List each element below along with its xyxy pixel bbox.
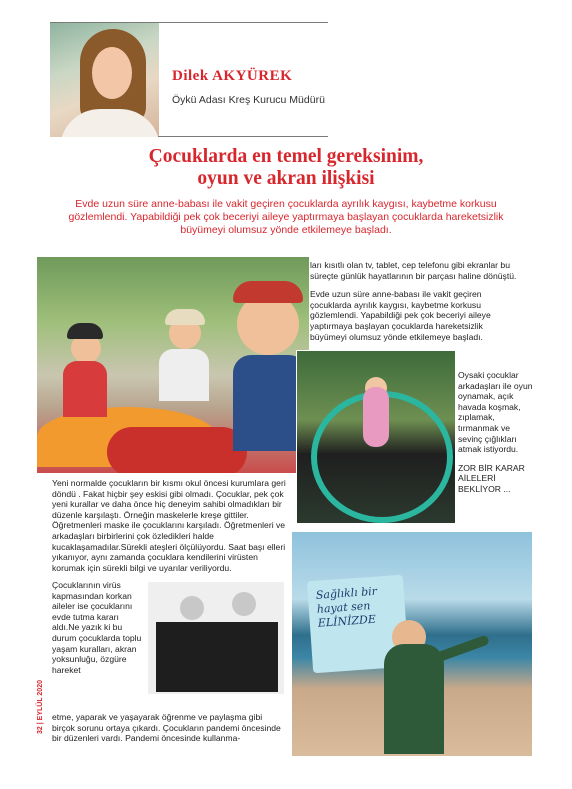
bottom-rule [158, 136, 328, 137]
trampoline-photo [296, 350, 456, 524]
body-left-column [52, 478, 292, 581]
page-number-label: 32 | EYLÜL 2020 [37, 680, 44, 734]
article-lead: Evde uzun süre anne-babası ile vakit geçiren çocuklarda ayrılık kaygısı, kaybetme korkusu gözlemlendi. Yapabildiği pek çok beceriyi aileye yaptırmaya başlayan çocuklarda hareketsizlik büyümeyi olumsuz yönde etkilemeye başladı. [68, 198, 504, 236]
body-right-column [310, 260, 535, 350]
body-paragraph: etme, yaparak ve yaşayarak öğrenme ve paylaşma gibi birçok sorunu ortaya çıkardı. Çocukların pandemi öncesinde bir düzenleri vardı. Pandemi öncesinde kullanma- [52, 712, 281, 744]
body-right-narrow [458, 370, 536, 503]
title-line-2: oyun ve akran ilişkisi [197, 168, 375, 189]
body-paragraph: Yeni normalde çocukların bir kısmı okul öncesi kurumlara geri döndü . Fakat hiçbir şey eskisi gibi olmadı. Çocuklar, pek çok yeni kurallar ve daha önce hiç deneyim sahibi olmadıkları bir düzenle karşılaştı. Örneğin maskelerle kreşe gittiler. Öğretmenleri maske ile çocuklarını karşıladı. Öğretmenleri ve arkadaşları birbirlerini çok özledikleri halde kucaklaşamadılar.Sürekli ateşleri ölçülüyordu. Saat başı elleri yıkanıyor, aynı zamanda çocuklara kendilerini virüsten korumak için sürekli bilgi ve uyarılar veriliyordu. [52, 478, 286, 573]
title-line-1: Çocuklarda en temel gereksinim, [148, 146, 424, 167]
body-left-narrow [52, 580, 144, 683]
article-title [60, 146, 512, 190]
section-heading: ZOR BİR KARAR AİLELERİ BEKLİYOR ... [458, 462, 525, 494]
sign-text: Sağlıklı bir hayat sen ELİNİZDE [315, 584, 378, 630]
body-paragraph: ları kısıtlı olan tv, tablet, cep telefonu gibi ekranlar bu süreçte günlük hayatlarının bir parçası haline dönüştü. [310, 260, 517, 281]
body-left-bottom [52, 712, 284, 752]
body-paragraph: Evde uzun süre anne-babası ile vakit geçiren çocuklarda ayrılık kaygısı, kaybetme korkusu gözlemlendi. Yapabildiği pek çok beceriyi aileye yaptırmaya başlayan çocuklarda hareketsizlik büyümeyi olumsuz yönde etkilemeye başladı. [310, 289, 491, 342]
author-photo [50, 23, 159, 137]
body-paragraph: Çocuklarının virüs kapmasından korkan aileler ise çocuklarını evde tutma kararı aldı.Ne yazık ki bu durum çocuklarda toplu yaşam kuralları, akran yoksunluğu, özgüre hareket [52, 580, 142, 675]
children-playground-photo [37, 257, 309, 473]
author-name: Dilek AKYÜREK [172, 68, 293, 84]
body-paragraph: Oysaki çocuklar arkadaşları ile oyun oynamak, açık havada koşmak, zıplamak, tırmanmak ve sevinç çığlıkları atmak istiyordu. [458, 370, 533, 455]
author-role: Öykü Adası Kreş Kurucu Müdürü [172, 94, 325, 106]
beach-sign-photo [292, 532, 532, 756]
children-drawing-photo [148, 582, 284, 694]
